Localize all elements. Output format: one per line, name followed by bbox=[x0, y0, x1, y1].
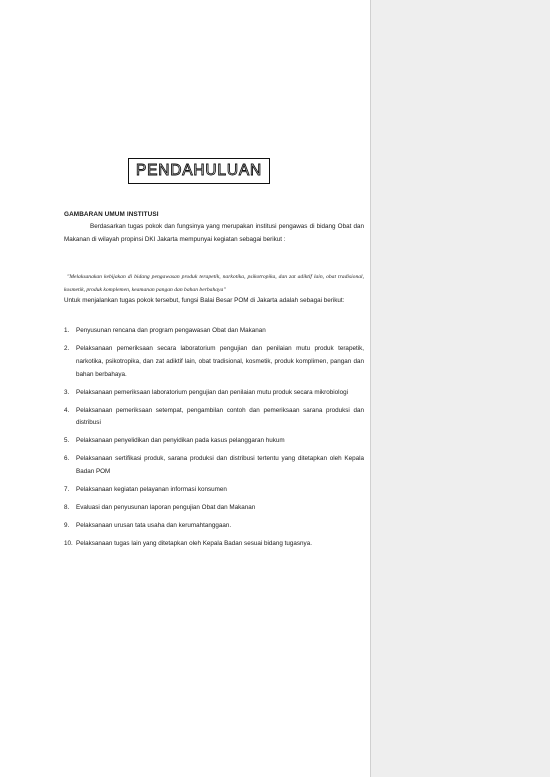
list-item bbox=[64, 484, 364, 497]
intro-text: Untuk menjalankan tugas pokok tersebut, fungsi Balai Besar POM di Jakarta adalah sebagai berikut: bbox=[64, 297, 345, 304]
list-item-text: Penyusunan rencana dan program pengawasan Obat dan Makanan bbox=[76, 327, 266, 334]
list-item-text: Pelaksanaan sertifikasi produk, sarana produksi dan distribusi tertentu yang ditetapkan oleh Kepala Badan POM bbox=[76, 455, 364, 476]
list-item bbox=[64, 343, 364, 381]
list-item-number: 9. bbox=[64, 522, 70, 530]
list-item-number: 4. bbox=[64, 406, 70, 414]
list-item-text: Pelaksanaan pemeriksaan laboratorium pengujian dan penilaian mutu produk secara mikrobiologi bbox=[76, 388, 348, 396]
list-item-number: 5. bbox=[64, 437, 70, 445]
list-item-number: 7. bbox=[64, 486, 70, 494]
list-item-number: 8. bbox=[64, 504, 70, 512]
list-item-text: Pelaksanaan urusan tata usaha dan kerumahtanggaan. bbox=[76, 522, 232, 530]
function-list bbox=[64, 325, 364, 556]
list-item bbox=[64, 520, 364, 533]
list-item bbox=[64, 387, 364, 400]
section-heading: GAMBARAN UMUM INSTITUSI bbox=[64, 211, 159, 218]
list-item-text: Pelaksanaan kegiatan pelayanan informasi konsumen bbox=[76, 486, 227, 494]
list-item bbox=[64, 405, 364, 431]
list-item-text: Pelaksanaan pemeriksaan setempat, pengambilan contoh dan pemeriksaan sarana produksi dan distribusi bbox=[76, 406, 364, 427]
list-item-text: Pelaksanaan tugas lain yang ditetapkan oleh Kepala Badan sesuai bidang tugasnya. bbox=[76, 540, 312, 548]
list-item bbox=[64, 435, 364, 448]
list-item bbox=[64, 538, 364, 551]
list-item-text: Pelaksanaan penyelidikan dan penyidikan pada kasus pelanggaran hukum bbox=[76, 437, 285, 445]
body-paragraph: Berdasarkan tugas pokok dan fungsinya yang merupakan institusi pengawas di bidang Obat dan Makanan di wilayah propinsi DKI Jakarta mempunyai kegiatan sebagai berikut : bbox=[64, 223, 364, 243]
list-item-number: 3. bbox=[64, 388, 70, 396]
list-item bbox=[64, 325, 364, 338]
list-item-number: 6. bbox=[64, 455, 70, 463]
list-item-number: 1. bbox=[64, 327, 70, 334]
title-box bbox=[128, 158, 270, 184]
comment-pane[interactable] bbox=[370, 0, 550, 777]
list-item bbox=[64, 453, 364, 479]
list-item-text: Evaluasi dan penyusunan laporan pengujian Obat dan Makanan bbox=[76, 504, 256, 512]
quote-text: "Melaksanakan kebijakan di bidang pengawasan produk terapetik, narkotika, psikotropika, dan zat adiktif lain, obat tradisional, kosmetik, produk komplemen, keamanan pangan dan bahan berbahaya" bbox=[64, 274, 364, 293]
list-item bbox=[64, 502, 364, 515]
list-item-text: Pelaksanaan pemeriksaan secara laboratorium pengujian dan penilaian mutu produk terapetik, narkotika, psikotropika, dan zat adiktif lain, obat tradisional, kosmetik, produk komplimen, pangan dan bahan berbahaya. bbox=[76, 344, 364, 378]
page-title: PENDAHULUAN bbox=[136, 162, 262, 179]
list-item-number: 10. bbox=[64, 540, 73, 548]
list-item-number: 2. bbox=[64, 344, 70, 352]
